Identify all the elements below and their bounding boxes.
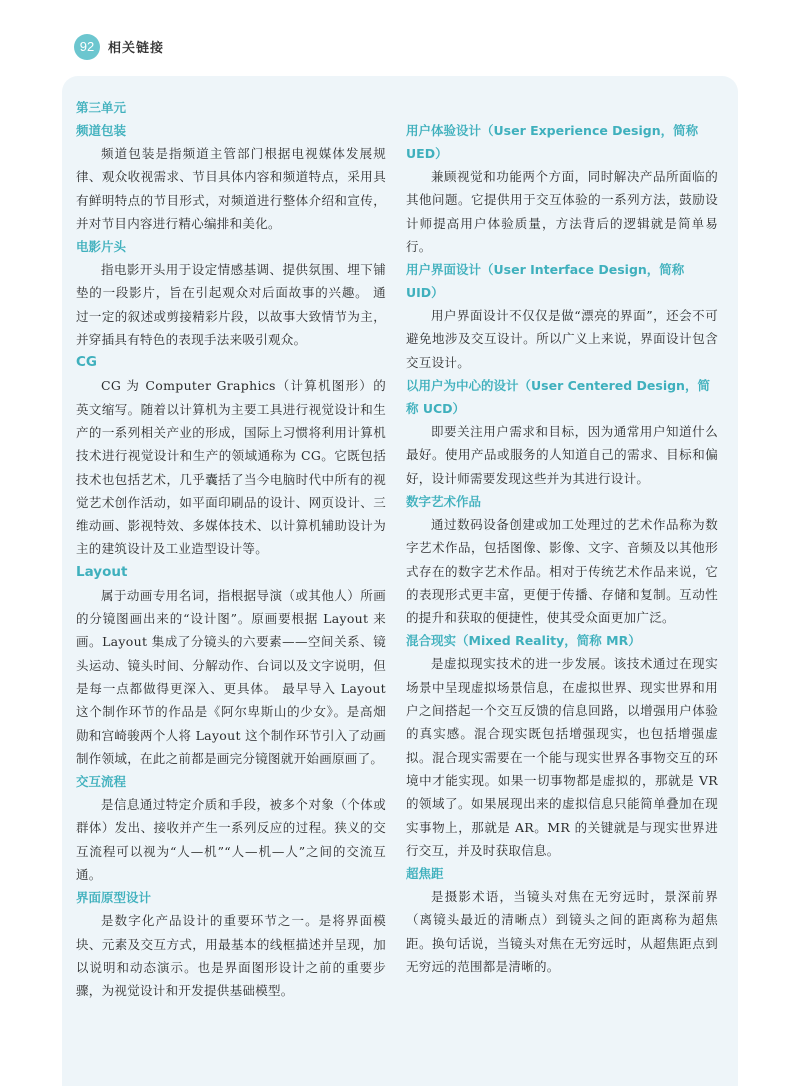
term-description: 指电影开头用于设定情感基调、提供氛围、埋下铺垫的一段影片，旨在引起观众对后面故事的兴趣。 通过一定的叙述或剪接精彩片段，以故事大致情节为主，并穿插具有特色的表现手法来吸引观众。 — [76, 262, 386, 348]
right-column — [406, 119, 718, 978]
term-heading: 混合现实（Mixed Reality，简称 MR） — [406, 633, 641, 649]
term-heading: 以用户为中心的设计（User Centered Design，简称 UCD） — [406, 378, 710, 417]
term-heading: 电影片头 — [76, 239, 127, 255]
term-heading: 数字艺术作品 — [406, 493, 482, 509]
term-heading: 用户体验设计（User Experience Design，简称 UED） — [406, 123, 699, 161]
term-heading: 界面原型设计 — [76, 890, 152, 906]
term-description: 是虚拟现实技术的进一步发展。该技术通过在现实场景中呈现虚拟场景信息，在虚拟世界、现实世界和用户之间搭起一个交互反馈的信息回路，以增强用户体验的真实感。混合现实既包括增强现实，也包括增强虚拟。混合现实需要在一个能与现实世界各事物交互的环境中才能实现。如果一切事物都是虚拟的，那就是 VR 的领域了。如果展现出来的虚拟信息只能简单叠加在现实事物上，那就是 AR。MR 的关键就是与现实世界进行交互，并及时获取信息。 — [406, 656, 718, 858]
page-header — [0, 30, 800, 66]
term-heading: 交互流程 — [76, 774, 127, 790]
term-description: CG 为 Computer Graphics（计算机图形）的英文缩写。随着以计算机为主要工具进行视觉设计和生产的一系列相关产业的形成，国际上习惯将利用计算机技术进行视觉设计和生产的领域通称为 CG。它既包括技术也包括艺术，几乎囊括了当今电脑时代中所有的视觉艺术创作活动，如平面印刷品的设计、网页设计、三维动画、影视特效、多媒体技术、以计算机辅助设计为主的建筑设计及工业造型设计等。 — [76, 378, 386, 557]
term-description: 频道包装是指频道主管部门根据电视媒体发展规律、观众收视需求、节目具体内容和频道特点，采用具有鲜明特点的节目形式，对频道进行整体介绍和宣传，并对节目内容进行精心编排和美化。 — [76, 146, 386, 231]
term-heading: CG — [76, 354, 97, 371]
section-title: 相关链接 — [108, 41, 165, 56]
term-heading: 用户界面设计（User Interface Design，简称 UID） — [406, 262, 685, 301]
term-description: 兼顾视觉和功能两个方面，同时解决产品所面临的其他问题。它提供用于交互体验的一系列方法，鼓励设计师提高用户体验质量，方法背后的逻辑就是简单易行。 — [406, 169, 718, 254]
term-description: 是摄影术语，当镜头对焦在无穷远时，景深前界（离镜头最近的清晰点）到镜头之间的距离称为超焦距。换句话说，当镜头对焦在无穷远时，从超焦距点到无穷远的范围都是清晰的。 — [406, 889, 718, 975]
term-description: 用户界面设计不仅仅是做“漂亮的界面”，还会不可避免地涉及交互设计。所以广义上来说，界面设计包含交互设计。 — [406, 308, 718, 370]
term-description: 是信息通过特定介质和手段，被多个对象（个体或群体）发出、接收并产生一系列反应的过程。狭义的交互流程可以视为“人—机”“人—机—人”之间的交流互通。 — [76, 797, 386, 883]
unit-title: 第三单元 — [76, 100, 127, 115]
term-heading: 超焦距 — [406, 866, 444, 882]
term-description: 即要关注用户需求和目标，因为通常用户知道什么最好。使用产品或服务的人知道自己的需求、目标和偏好，设计师需要发现这些并为其进行设计。 — [406, 424, 718, 486]
term-heading: Layout — [76, 563, 128, 580]
page-number-badge: 92 — [74, 34, 100, 60]
term-description: 是数字化产品设计的重要环节之一。是将界面模块、元素及交互方式，用最基本的线框描述并呈现，加以说明和动态演示。也是界面图形设计之前的重要步骤，为视觉设计和开发提供基础模型。 — [76, 913, 386, 999]
term-heading: 频道包装 — [76, 123, 127, 138]
left-column — [76, 96, 386, 1003]
term-description: 属于动画专用名词，指根据导演（或其他人）所画的分镜图画出来的“设计图”。原画要根据 Layout 来画。Layout 集成了分镜头的六要素——空间关系、镜头运动、镜头时间、分解动作、台词以及文字说明，但是每一点都做得更深入、更具体。 最早导入 Layout 这个制作环节的作品是《阿尔卑斯山的少女》。是高畑勋和宫崎骏两个人将 Layout 这个制作环节引入了动画制作领域，在此之前都是画完分镜图就开始画原画了。 — [76, 587, 386, 766]
term-description: 通过数码设备创建或加工处理过的艺术作品称为数字艺术作品，包括图像、影像、文字、音频及以其他形式存在的数字艺术作品。相对于传统艺术作品来说，它的表现形式更丰富，更便于传播、存储和复制。互动性的提升和获取的便捷性，使其受众面更加广泛。 — [406, 516, 718, 626]
